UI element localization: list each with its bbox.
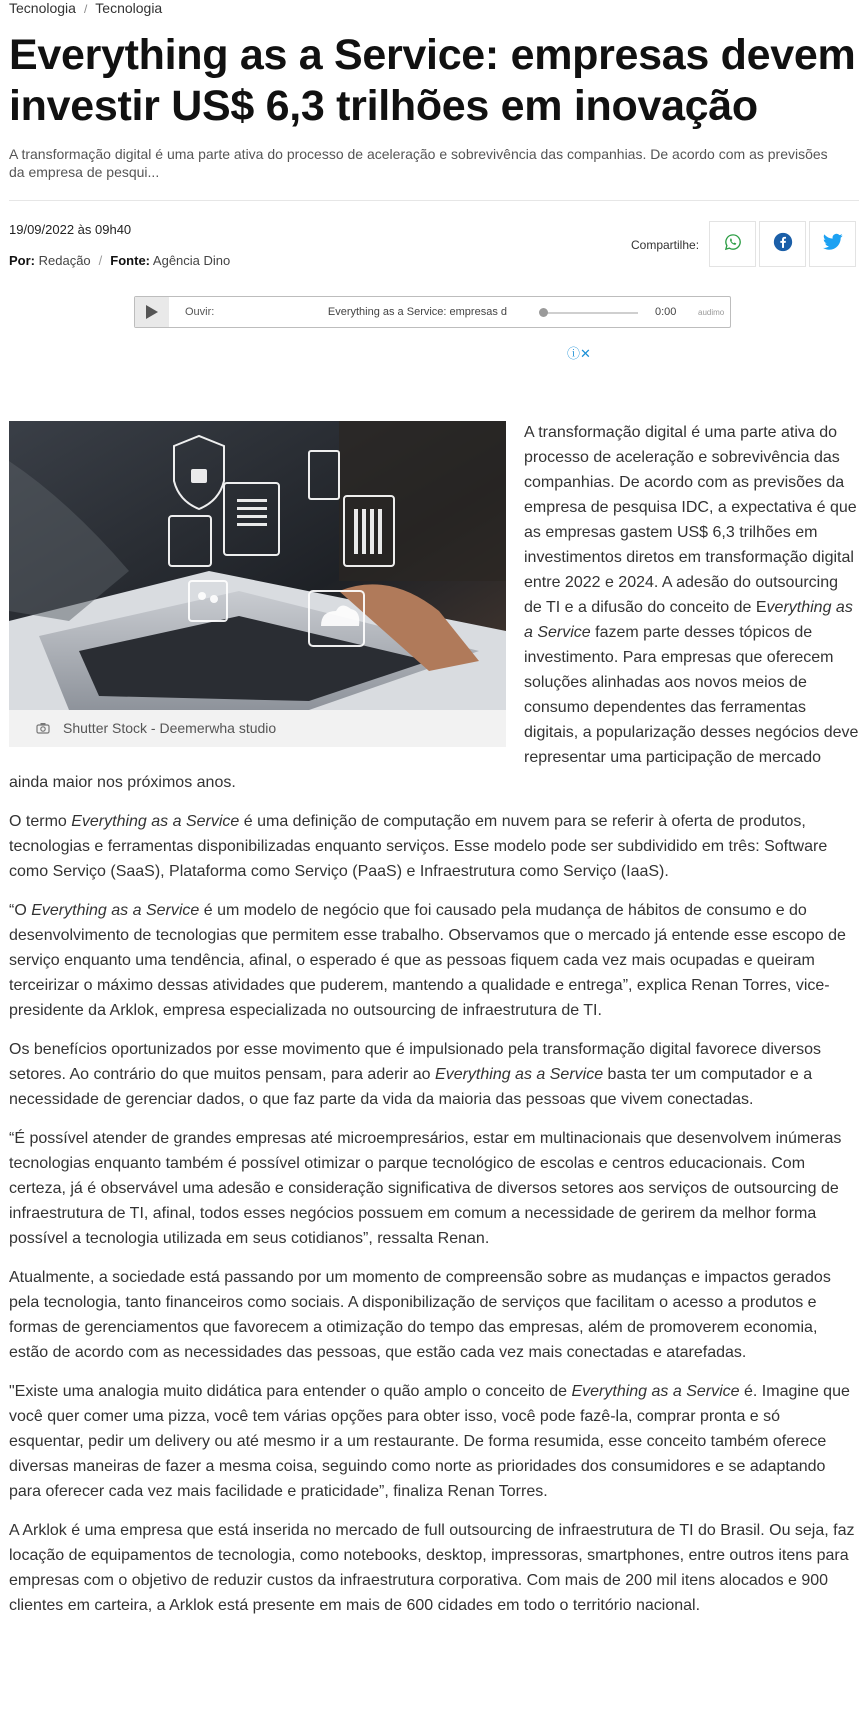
credits-separator: / (98, 253, 103, 268)
audio-brand: audimo (698, 308, 725, 317)
body-paragraph (9, 1518, 859, 1618)
paragraph-text: fazem parte desses tópicos de investimento. Para empresas que oferecem soluções alinhadas aos novos meios de consumo dependentes das ferramentas digitais, a popularização desses negócios deve representar uma participação de mercado ainda maior nos próximos anos. (9, 624, 859, 791)
paragraph-text: “É possível atender de grandes empresas até microempresários, estar em multinacionais que desenvolvem inúmeras tecnologias enquanto também é possível otimizar o parque tecnológico de escolas e centros educacionais. Com certeza, já é observável uma adesão e consideração significativa de diversos setores aos serviços de outsourcing de infraestrutura de TI, afinal, todos esses negócios possuem em comum a necessidade de gerirem da melhor forma possível a tecnologia utilizada em seus cotidianos”, ressalta Renan. (9, 1130, 842, 1247)
audio-time: 0:00 (655, 306, 677, 318)
emphasis-text: Everything as a Service (71, 813, 240, 830)
publish-date: 19/09/2022 às 09h40 (9, 222, 132, 237)
paragraph-text: “O (9, 902, 32, 919)
source-name: Agência Dino (152, 253, 231, 268)
figure-caption (9, 710, 506, 747)
source-label: Fonte: (110, 253, 151, 268)
share-whatsapp-button[interactable] (709, 221, 756, 267)
audio-track-title: Everything as a Service: empresas d (327, 306, 507, 318)
emphasis-text: Everything as a Service (435, 1066, 604, 1083)
listen-label: Ouvir: (185, 306, 215, 318)
breadcrumb-link-subsection[interactable]: Tecnologia (95, 0, 163, 16)
facebook-icon (773, 232, 793, 257)
paragraph-text: Atualmente, a sociedade está passando por um momento de compreensão sobre as mudanças e impactos gerados pela tecnologia, tanto financeiros como sociais. A disponibilização de serviços que facilitam o acesso a produtos e formas de gerenciamentos que favorecem a otimização do tempo das empresas, além de promoverem economia, estão de acordo com as necessidades das pessoas, que estão cada vez mais conectadas e atarefadas. (9, 1269, 831, 1361)
breadcrumb-link-section[interactable]: Tecnologia (9, 0, 76, 16)
camera-icon (36, 722, 50, 734)
breadcrumb-separator: / (83, 2, 88, 16)
article-title: Everything as a Service: empresas devem investir US$ 6,3 trilhões em inovação (9, 31, 856, 130)
paragraph-text: é uma definição de computação em nuvem para se referir à oferta de produtos, tecnologias e ferramentas disponibilizadas enquanto serviços. Esse modelo pode ser subdividido em três: Software como Serviço (SaaS), Plataforma como Serviço (PaaS) e Infraestrutura como Serviço (IaaS). (9, 813, 828, 880)
whatsapp-icon (724, 233, 742, 256)
divider (9, 200, 859, 201)
body-paragraph (9, 1037, 859, 1112)
author-label: Por: (9, 253, 35, 268)
paragraph-text: A Arklok é uma empresa que está inserida no mercado de full outsourcing de infraestrutura de TI do Brasil. Ou seja, faz locação de equipamentos de tecnologia, como notebooks, desktop, impressoras, smartphones, entre outros itens para empresas com o objetivo de reduzir custos da infraestrutura corporativa. Com mais de 200 mil itens alocados e 900 clientes em carteira, a Arklok está presente em mais de 600 cidades em todo o território nacional. (9, 1522, 855, 1614)
share-twitter-button[interactable] (809, 221, 856, 267)
play-icon (145, 304, 159, 320)
article-figure (9, 421, 506, 747)
author-name: Redação (38, 253, 91, 268)
emphasis-text: verything as a Service (524, 599, 853, 641)
article-credits (9, 253, 230, 268)
paragraph-text: O termo (9, 813, 72, 830)
body-paragraph (9, 898, 859, 1023)
body-paragraph (9, 1265, 859, 1365)
emphasis-text: Everything as a Service (571, 1383, 740, 1400)
audio-progress-handle[interactable] (539, 308, 548, 317)
paragraph-text: "Existe uma analogia muito didática para entender o quão amplo o conceito de (9, 1383, 572, 1400)
share-facebook-button[interactable] (759, 221, 806, 267)
audio-progress-track[interactable] (543, 312, 638, 314)
paragraph-text: basta ter um computador e a necessidade de gerenciar dados, o que faz parte da vida da maioria das pessoas que vivem conectadas. (9, 1066, 813, 1108)
paragraph-text: é um modelo de negócio que foi causado pela mudança de hábitos de consumo e do desenvolvimento de tecnologias que permitem esse trabalho. Observamos que o mercado já entende esse escopo de serviço enquanto uma tendência, afinal, o esperado é que as pessoas fiquem cada vez mais ocupadas e queiram terceirizar o máximo dessas atividades que puderem, mantendo a qualidade e entrega”, explica Renan Torres, vice-presidente da Arklok, empresa especializada no outsourcing de infraestrutura de TI. (9, 902, 846, 1019)
audio-player (134, 296, 731, 328)
breadcrumb (9, 0, 162, 17)
play-button[interactable] (135, 297, 169, 327)
body-paragraph (9, 809, 859, 884)
share-label: Compartilhe: (631, 238, 700, 252)
laptop-photo (9, 421, 506, 710)
article-lead: A transformação digital é uma parte ativa do processo de aceleração e sobrevivência das companhias. De acordo com as previsões da empresa de pesqui... (9, 146, 828, 180)
paragraph-text: é. Imagine que você quer comer uma pizza, você tem várias opções para obter isso, você pode fazê-la, comprar pronta e só esquentar, pedir um delivery ou até mesmo ir a um restaurante. De forma resumida, esse conceito também oferece diversas maneiras de fazer a mesma coisa, seguindo como norte as prioridades dos consumidores e se adaptando para oferecer cada vez mais facilidade e praticidade”, finaliza Renan Torres. (9, 1383, 850, 1500)
twitter-icon (823, 233, 843, 256)
figure-credit: Shutter Stock - Deemerwha studio (63, 720, 277, 736)
ad-choices-icon[interactable]: ⓘ✕ (567, 346, 591, 361)
paragraph-text: A transformação digital é uma parte ativa do processo de aceleração e sobrevivência das companhias. De acordo com as previsões da empresa de pesquisa IDC, a expectativa é que as empresas gastem US$ 6,3 trilhões em investimentos diretos em transformação digital entre 2022 e 2024. A adesão do outsourcing de TI e a difusão do conceito de E (524, 424, 857, 616)
body-paragraph (9, 1126, 859, 1251)
body-paragraph (9, 1379, 859, 1504)
emphasis-text: Everything as a Service (31, 902, 200, 919)
paragraph-text: Os benefícios oportunizados por esse movimento que é impulsionado pela transformação digital favorece diversos setores. Ao contrário do que muitos pensam, para aderir ao (9, 1041, 821, 1083)
